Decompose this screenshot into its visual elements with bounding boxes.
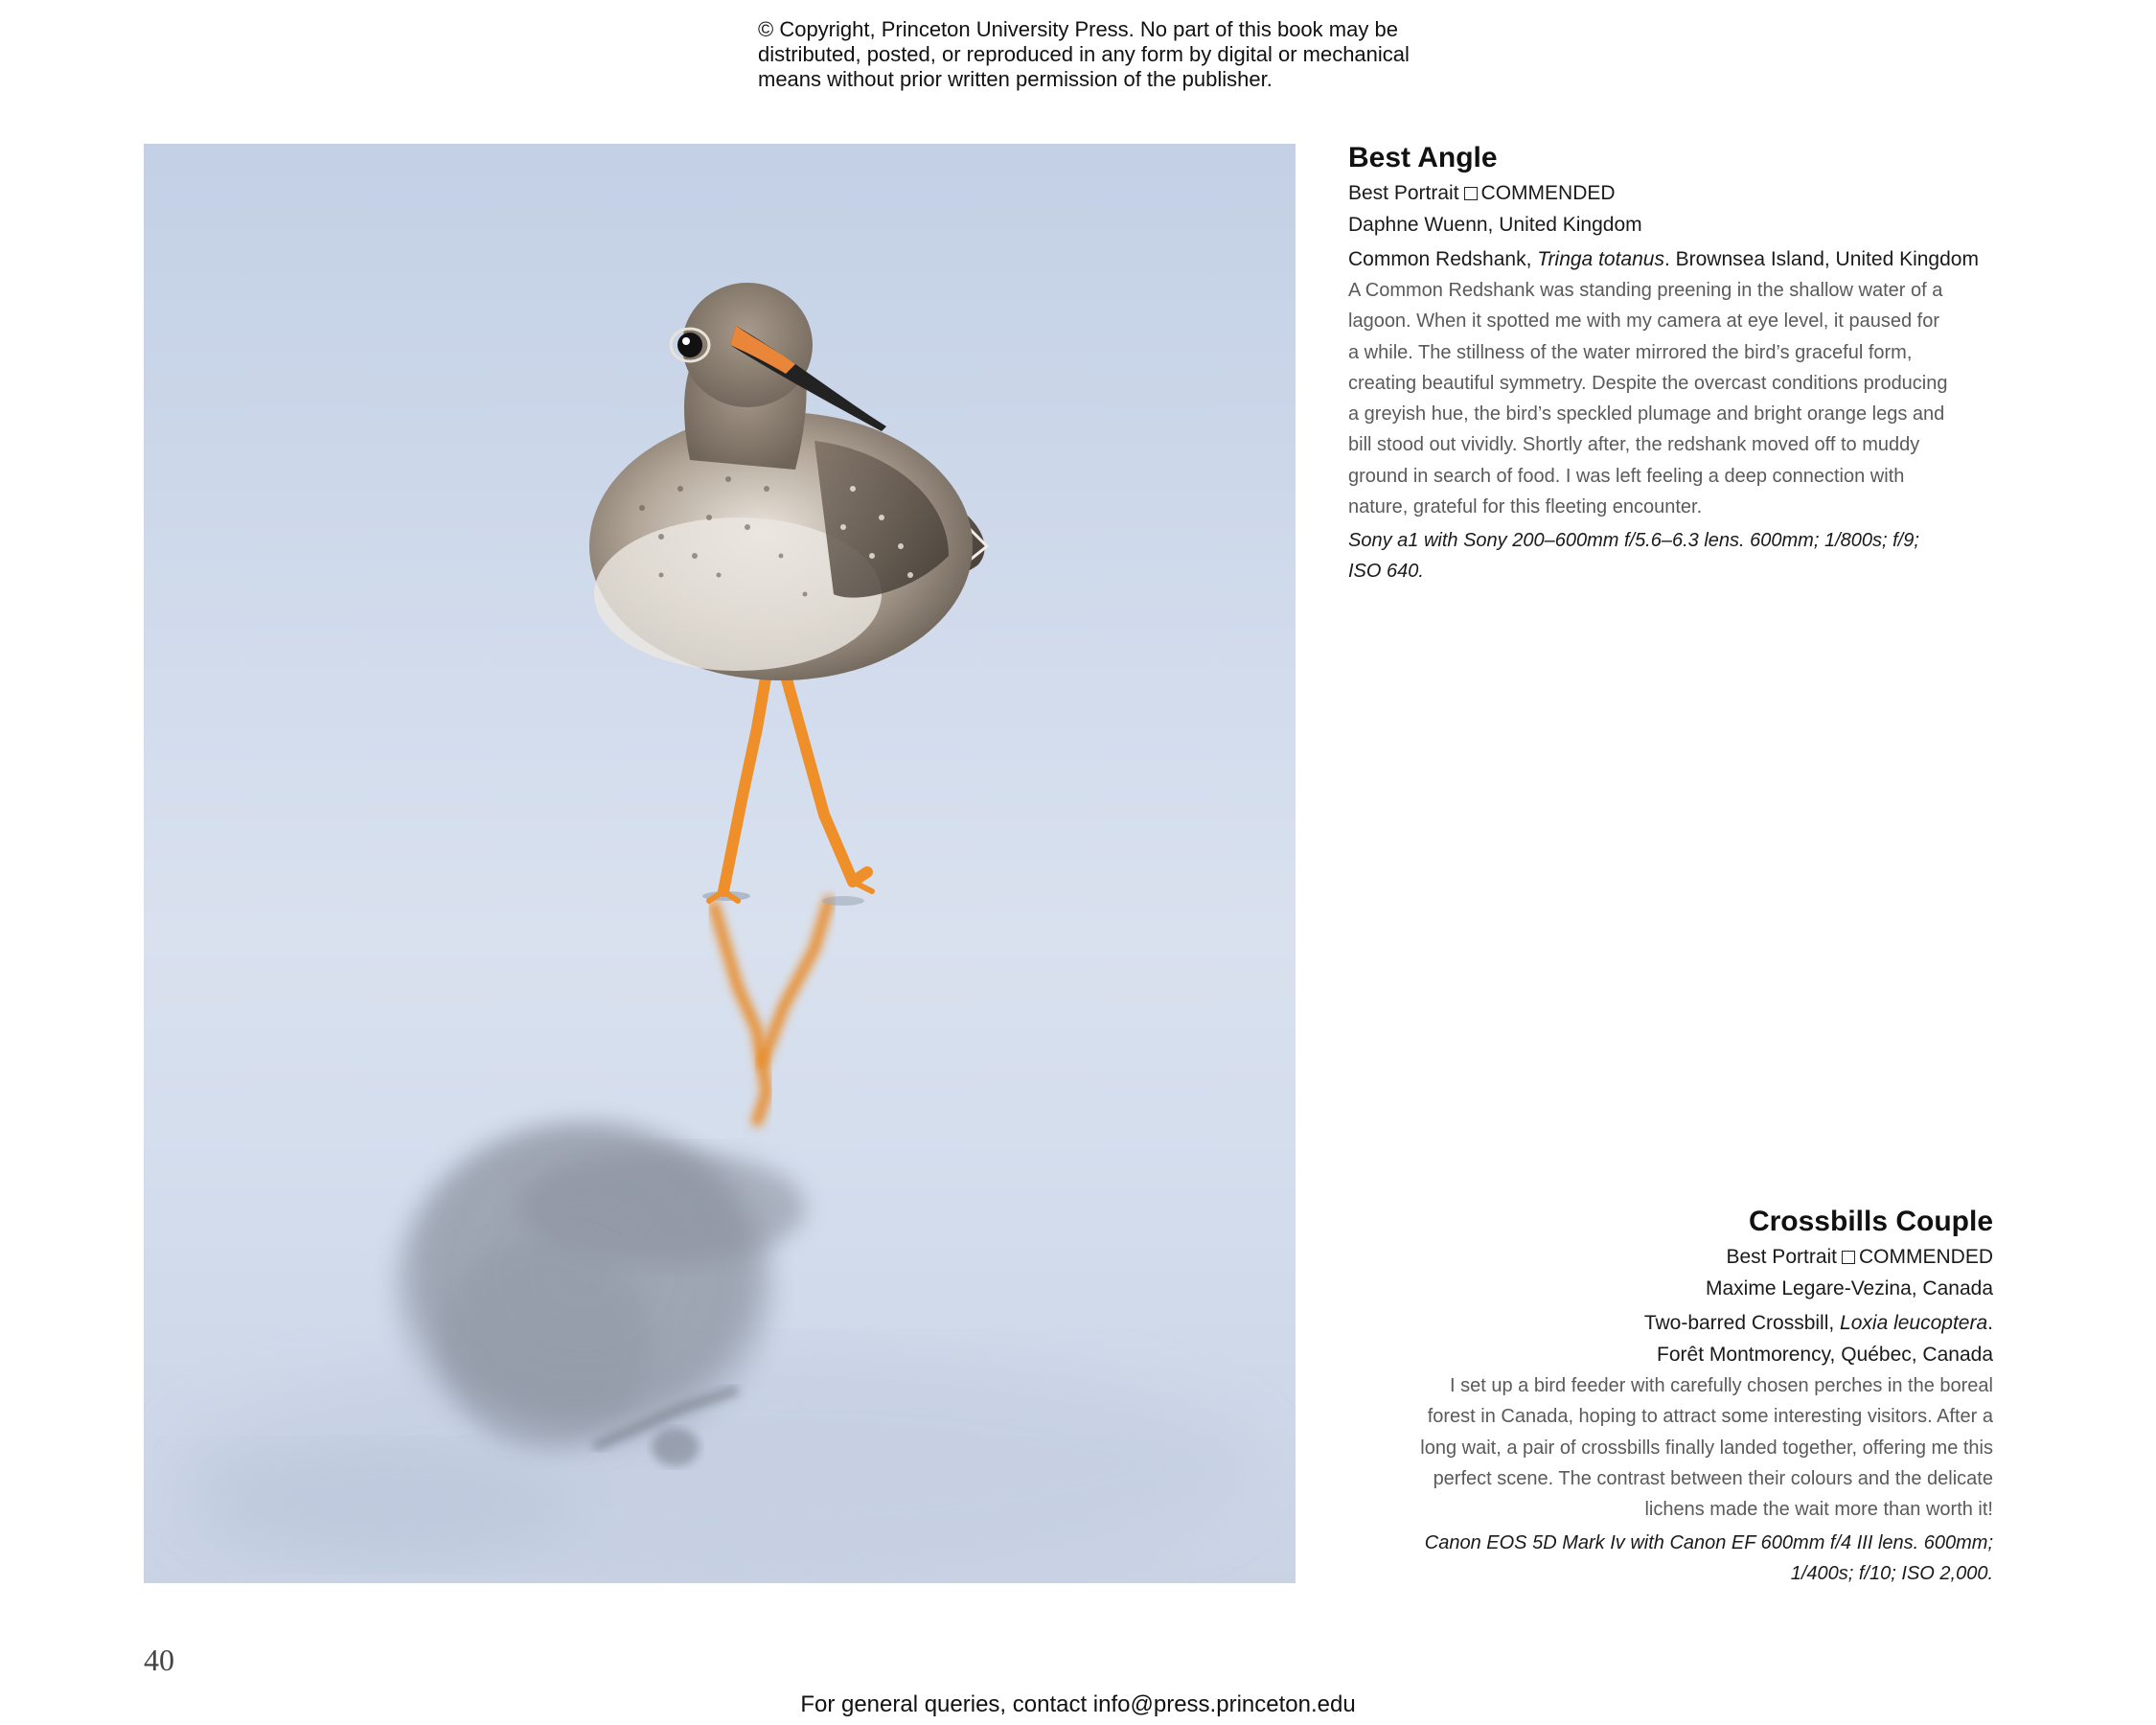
photographer: Daphne Wuenn, United Kingdom bbox=[1348, 214, 1642, 236]
description-line: perfect scene. The contrast between their colours and the delicate bbox=[1433, 1467, 1993, 1489]
description-line: a while. The stillness of the water mirrored the bird’s graceful form, bbox=[1348, 341, 1913, 363]
species-name-line bbox=[1370, 1307, 1993, 1339]
description-line: lichens made the wait more than worth it! bbox=[1644, 1499, 1993, 1521]
copyright-notice bbox=[758, 17, 1448, 92]
entry-title: Best Angle bbox=[1348, 142, 1498, 173]
checkbox-icon bbox=[1842, 1251, 1855, 1264]
entry-description bbox=[1348, 275, 1981, 522]
camera-settings-line: Sony a1 with Sony 200–600mm f/5.6–6.3 lens. 600mm; 1/800s; f/9; bbox=[1348, 530, 1919, 552]
description-line: creating beautiful symmetry. Despite the overcast conditions producing bbox=[1348, 372, 1948, 394]
description-line: ground in search of food. I was left feeling a deep connection with bbox=[1348, 465, 1905, 487]
species-location: . Brownsea Island, United Kingdom bbox=[1663, 248, 1979, 270]
footer-contact: For general queries, contact info@press.princeton.edu bbox=[800, 1691, 1356, 1717]
copyright-line: means without prior written permission of the publisher. bbox=[758, 67, 1273, 91]
description-line: I set up a bird feeder with carefully chosen perches in the boreal bbox=[1450, 1375, 1993, 1396]
camera-settings bbox=[1370, 1528, 1993, 1589]
photographer: Maxime Legare-Vezina, Canada bbox=[1705, 1277, 1993, 1300]
species-line bbox=[1348, 243, 1981, 275]
award-line bbox=[1348, 177, 1981, 209]
description-line: bill stood out vividly. Shortly after, the redshank moved off to muddy bbox=[1348, 434, 1920, 456]
camera-settings-line: 1/400s; f/10; ISO 2,000. bbox=[1790, 1563, 1993, 1585]
award-status: COMMENDED bbox=[1859, 1246, 1993, 1268]
camera-settings-line: ISO 640. bbox=[1348, 561, 1424, 583]
species-common-name: Common Redshank, bbox=[1348, 248, 1538, 270]
copyright-line: distributed, posted, or reproduced in any form by digital or mechanical bbox=[758, 42, 1410, 66]
species-punctuation: . bbox=[1987, 1312, 1993, 1334]
species-line bbox=[1370, 1307, 1993, 1370]
description-line: nature, grateful for this fleeting encounter. bbox=[1348, 496, 1703, 518]
description-line: long wait, a pair of crossbills finally landed together, offering me this bbox=[1420, 1437, 1993, 1459]
entry-description bbox=[1370, 1370, 1993, 1525]
description-line: lagoon. When it spotted me with my camera at eye level, it paused for bbox=[1348, 310, 1939, 333]
entry-best-angle bbox=[1348, 139, 1981, 586]
copyright-line: © Copyright, Princeton University Press. No part of this book may be bbox=[758, 17, 1398, 41]
species-location: Forêt Montmorency, Québec, Canada bbox=[1657, 1344, 1993, 1366]
species-latin-name: Loxia leucoptera bbox=[1840, 1312, 1988, 1334]
entry-crossbills-couple bbox=[1370, 1203, 1993, 1589]
checkbox-icon bbox=[1464, 187, 1478, 200]
award-line bbox=[1370, 1241, 1993, 1273]
description-line: A Common Redshank was standing preening in the shallow water of a bbox=[1348, 280, 1943, 301]
entry-title: Crossbills Couple bbox=[1748, 1206, 1993, 1237]
species-common-name: Two-barred Crossbill, bbox=[1643, 1312, 1841, 1334]
award-status: COMMENDED bbox=[1480, 182, 1616, 204]
camera-settings-line: Canon EOS 5D Mark Iv with Canon EF 600mm f/4 III lens. 600mm; bbox=[1424, 1532, 1993, 1554]
description-line: forest in Canada, hoping to attract some interesting visitors. After a bbox=[1427, 1406, 1993, 1428]
redshank-photo bbox=[144, 144, 1296, 1583]
description-line: a greyish hue, the bird’s speckled plumage and bright orange legs and bbox=[1348, 403, 1945, 426]
award-category: Best Portrait bbox=[1348, 182, 1459, 204]
camera-settings bbox=[1348, 525, 1981, 586]
award-category: Best Portrait bbox=[1726, 1246, 1837, 1268]
page-number: 40 bbox=[144, 1643, 174, 1677]
species-latin-name: Tringa totanus bbox=[1537, 248, 1664, 270]
